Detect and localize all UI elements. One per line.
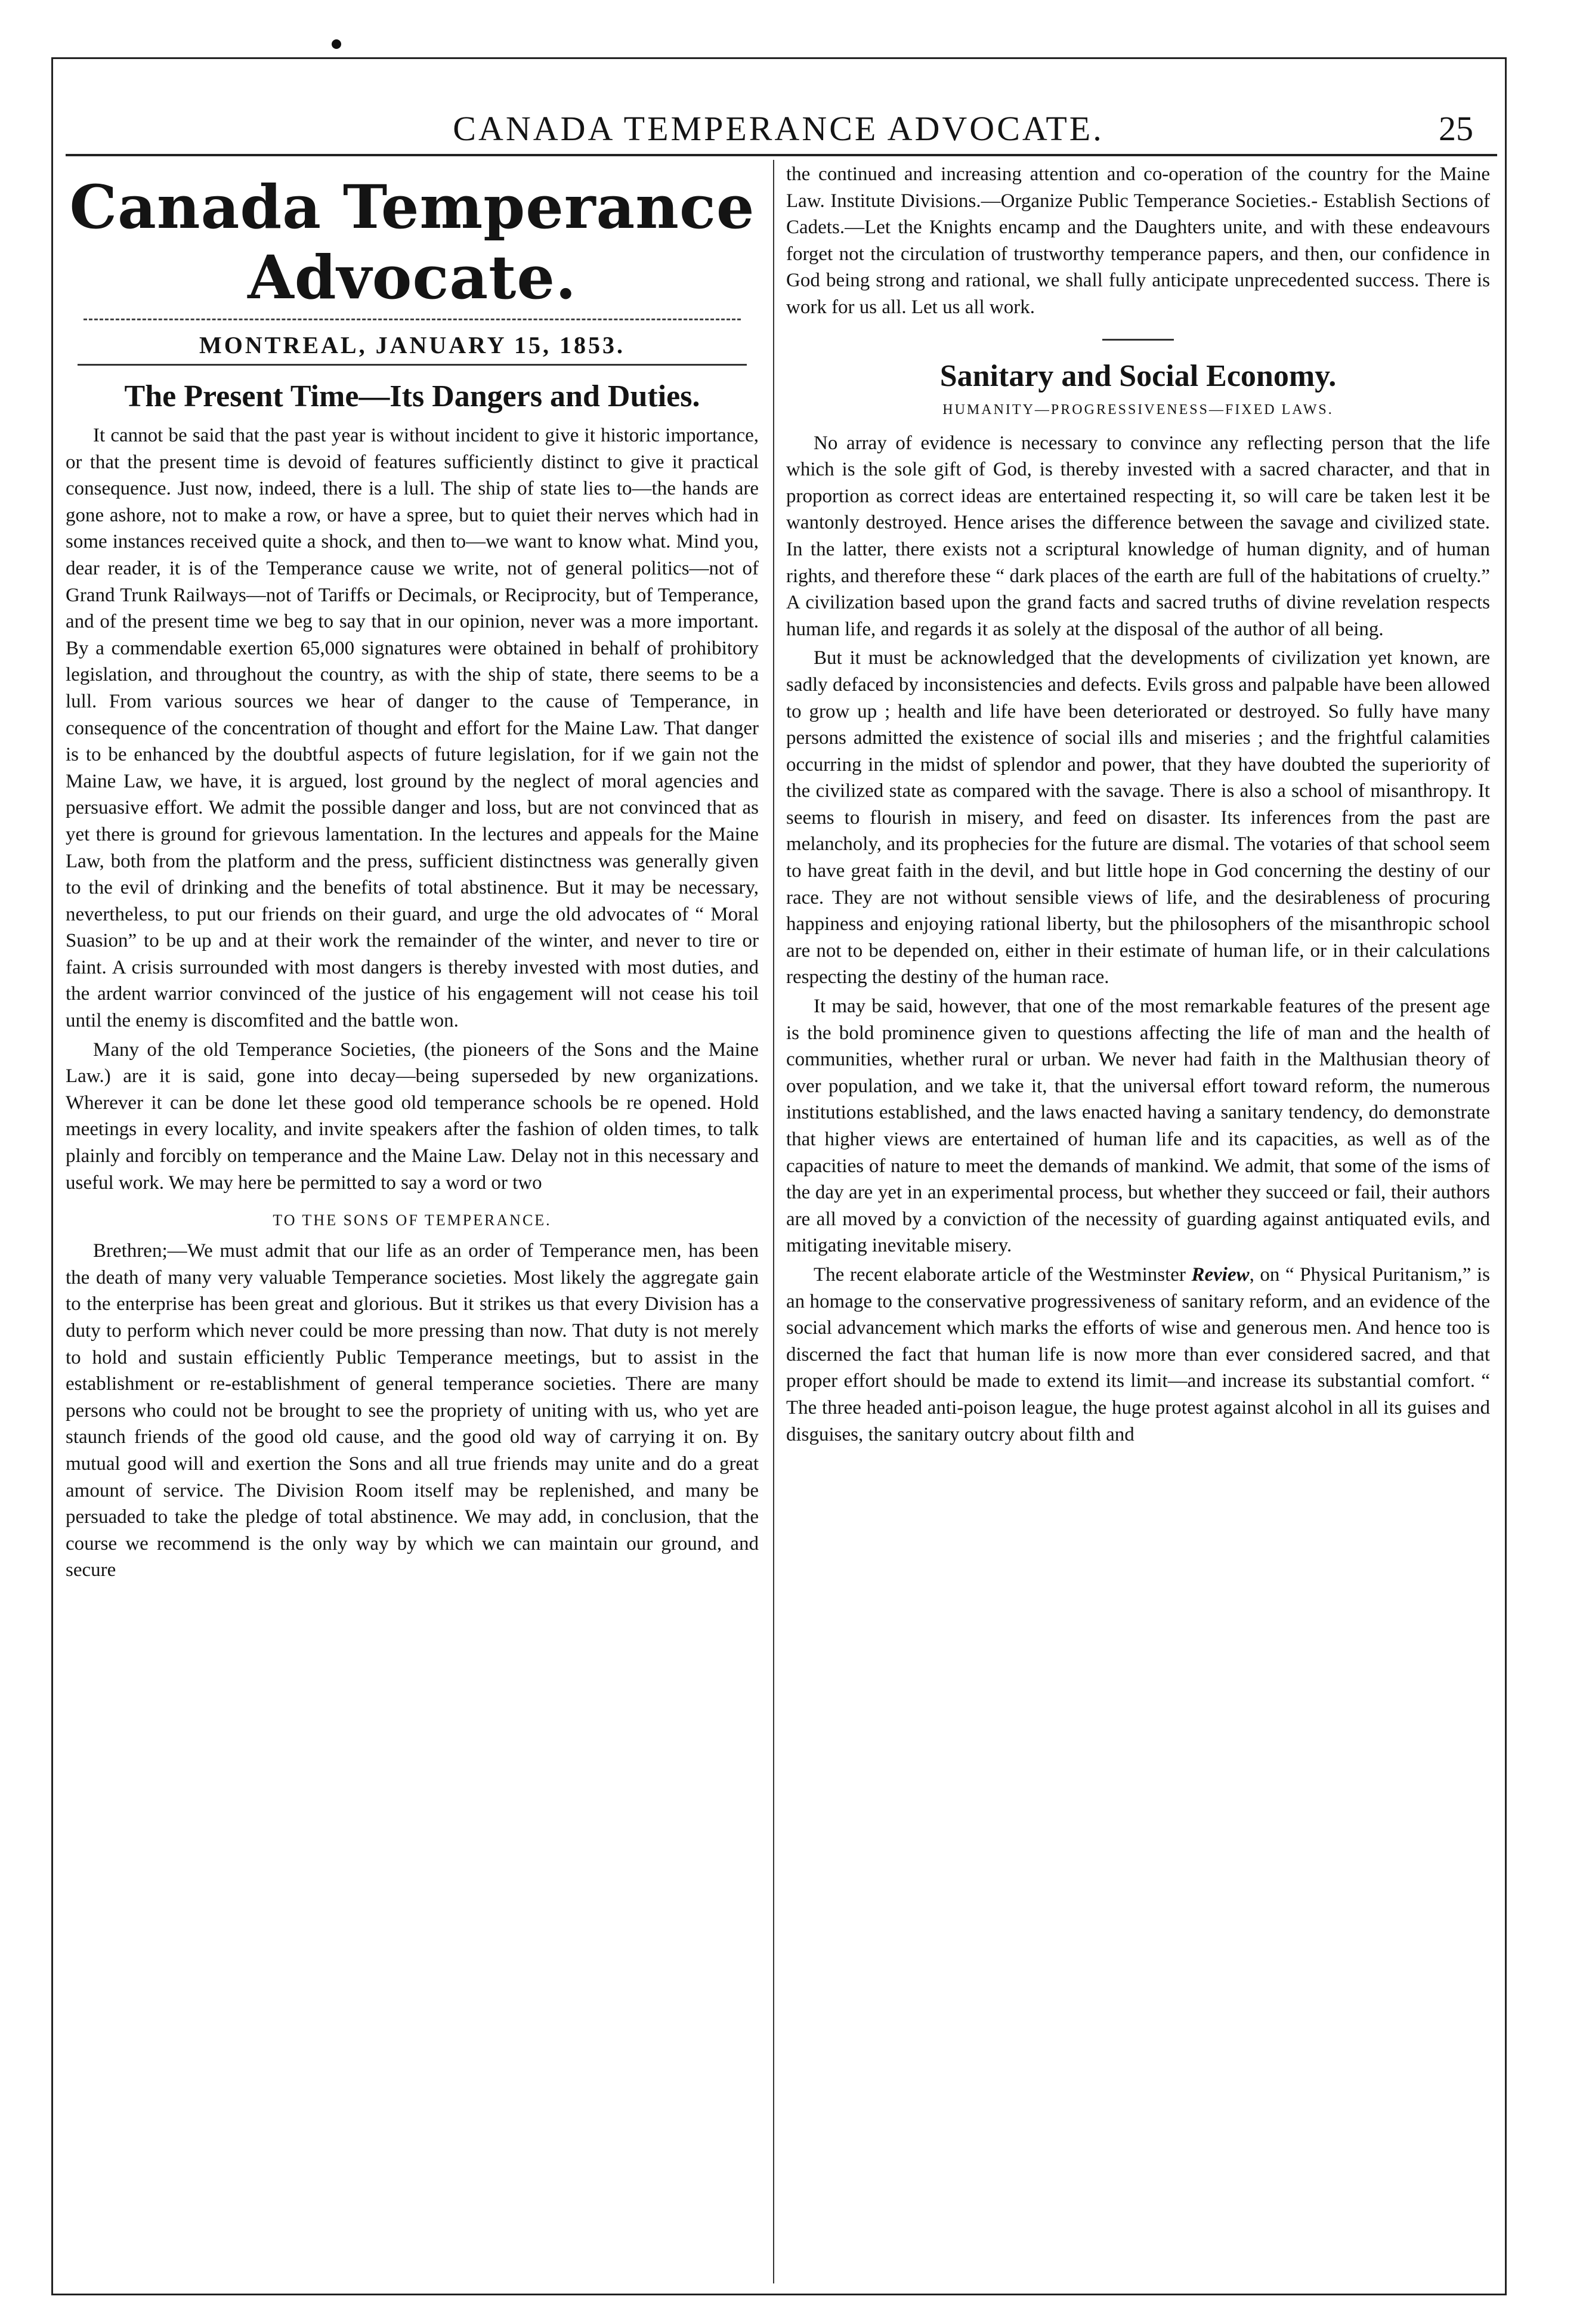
page-number: 25 — [1439, 109, 1473, 148]
left-column — [66, 161, 759, 2285]
column-divider — [773, 160, 774, 2283]
article-subheadline: HUMANITY—PROGRESSIVENESS—FIXED LAWS. — [942, 401, 1334, 418]
article-headline-present-time: The Present Time—Its Dangers and Duties. — [124, 379, 700, 413]
article-paragraph — [786, 1262, 1490, 1448]
article-paragraph: It cannot be said that the past year is without incident to give it historic importance, or that the present time is devoid of features sufficiently distinct to give it practical consequence. Just now, indeed, there is a lull. The ship of state lies to—the hands are gone ashore, not to make a row, or have a spree, but to quiet their nerves which had in some instances received quite a shock, and then to—we want to know what. Mind you, dear reader, it is of the Temperance cause we write, not of general politics—not of Grand Trunk Railways—not of Tariffs or Decimals, or Reciprocity, but of Temperance, and of the present time we beg to say that in our opinion, never was a more important. By a commendable exertion 65,000 signatures were obtained in behalf of prohibitory legislation, and throughout the country, as with the ship of state, there seems to be a lull. From various sources we hear of danger to the cause of Temperance, in consequence of the concentration of thought and effort for the Maine Law. That danger is to be enhanced by the doubtful aspects of future legislation, for if we gain not the Maine Law, we have, it is argued, lost ground by the neglect of moral agencies and persuasive effort. We admit the possible danger and loss, but are not convinced that as yet there is ground for grievous lamentation. In the lectures and appeals for the Maine Law, both from the platform and the press, sufficient distinctness was generally given to the evil of drinking and the benefits of total abstinence. But it may be necessary, nevertheless, to put our friends on their guard, and urge the old advocates of “ Moral Suasion” to be up and at their work the remainder of the winter, and never to tire or faint. A crisis surrounded with most dangers is thereby invested with most duties, and the ardent warrior convinced of the justice of his engagement will not cease his toil until the enemy is discomfited and the battle won. — [66, 425, 759, 1032]
article-paragraph: But it must be acknowledged that the developments of civilization yet known, are sadly defaced by inconsistencies and defects. Evils gross and palpable have been allowed to grow up ; health and life have been deteriorated or destroyed. So fully have many persons admitted the existence of social ills and miseries ; and the frightful calamities occurring in the midst of splendor and power, that they have doubted the superiority of the civilized state as compared with the savage. There is also a school of misanthropy. It seems to flourish in misery, and feed on disaster. Its inferences from the past are melancholy, and its prophecies for the future are dismal. The votaries of that school seem to have great faith in the devil, and but little hope in God concerning the destiny of our race. They are not without sensible views of life, and the desirableness of procuring happiness and enjoying rational liberty, but the philosophers of the misanthropic school are not to be depended on, either in their estimate of human life, or in their calculations respecting the destiny of the human race. — [786, 647, 1490, 988]
article-paragraph: Brethren;—We must admit that our life as an order of Temperance men, has been the death of many very valuable Temperance societies. Most likely the aggregate gain to the enterprise has been great and glorious. But it strikes us that every Division has a duty to perform which never could be more pressing than now. That duty is not merely to hold and sustain efficiently Public Temperance meetings, but to assist in the establishment or re-establishment of general temperance societies. There are many persons who could not be brought to see the propriety of uniting with us, who yet are staunch friends of the good old cause, and the good old way of carrying it on. By mutual good will and exertion the Sons and all true friends may unite and do a great amount of service. The Division Room itself may be replenished, and many be persuaded to take the pledge of total abstinence. We may add, in conclusion, that the course we recommend is the only way by which we can maintain our ground, and secure — [66, 1240, 759, 1581]
masthead-title: Canada Temperance Advocate. — [69, 172, 755, 313]
article-separator — [1102, 339, 1174, 341]
dateline: MONTREAL, JANUARY 15, 1853. — [199, 332, 625, 359]
article-paragraph: No array of evidence is necessary to convince any reflecting person that the life which is the sole gift of God, is thereby invested with a sacred character, and that in proportion as correct ideas are entertained respecting it, so will care be taken lest it be wantonly destroyed. Hence arises the difference between the savage and civilized state. In the latter, there exists not a scriptural knowledge of human dignity, and of human rights, and therefore these “ dark places of the earth are full of the habitations of cruelty.” A civilization based upon the grand facts and sacred truths of divine revelation respects human life, and regards it as solely at the disposal of the author of all being. — [786, 432, 1490, 640]
italic-title: Review — [1191, 1263, 1250, 1285]
article-paragraph-continued: the continued and increasing attention and co-operation of the country for the Maine Law. Institute Divisions.—Organize Public Temperance Societies.- Establish Sections of Cadets.—Let the Knights encamp and the Daughters unite, and with these endeavours forget not the circulation of trustworthy temperance papers, and then, our confidence in God being strong and rational, we shall fully anticipate unprecedented success. There is work for us all. Let us all work. — [786, 163, 1490, 318]
dateline-rule — [78, 364, 747, 366]
text-run: The recent elaborate article of the Westminster — [814, 1263, 1192, 1285]
article-headline-sanitary: Sanitary and Social Economy. — [939, 359, 1337, 393]
header-rule — [66, 154, 1497, 156]
article-paragraph: Many of the old Temperance Societies, (the pioneers of the Sons and the Maine Law.) are it is said, gone into decay—being superseded by new organizations. Wherever it can be done let these good old temperance schools be re opened. Hold meetings in every locality, and invite speakers after the fashion of olden times, to talk plainly and forcibly on temperance and the Maine Law. Delay not in this necessary and useful work. We may here be permitted to say a word or two — [66, 1039, 759, 1194]
running-title: CANADA TEMPERANCE ADVOCATE. — [453, 109, 1104, 148]
running-header — [60, 89, 1497, 152]
article-paragraph: It may be said, however, that one of the most remarkable features of the present age is the bold prominence given to questions affecting the life of man and the health of communities, whether rural or urban. We never had faith in the Malthusian theory of over population, and we take it, that the universal effort toward reform, the numerous institutions established, and the laws enacted having a sanitary tendency, do demonstrate that higher views are entertained of human life and its capacities, as well as of the capacities of nature to meet the demands of mankind. We admit, that some of the isms of the day are yet in an experimental process, but whether they succeed or fail, their authors are all moved by a conviction of the necessity of guarding against antiquated evils, and mitigating inevitable misery. — [786, 996, 1490, 1257]
right-column — [786, 161, 1490, 2285]
text-run: , on “ Physical Puritanism,” is an homage to the conservative progressiveness of sanitary reform, and an evidence of the social advancement which marks the efforts of wise and generous men. And hence too is discerned the fact that human life is now more than ever considered sacred, and that proper effort should be made to extend its limit—and increase its substantial comfort. “ The three headed anti-poison league, the huge protest against alcohol in all its guises and disguises, the sanitary outcry about filth and — [786, 1263, 1490, 1445]
masthead-rule — [84, 319, 741, 320]
ink-spot — [332, 39, 341, 49]
section-heading-sons: TO THE SONS OF TEMPERANCE. — [273, 1212, 552, 1229]
